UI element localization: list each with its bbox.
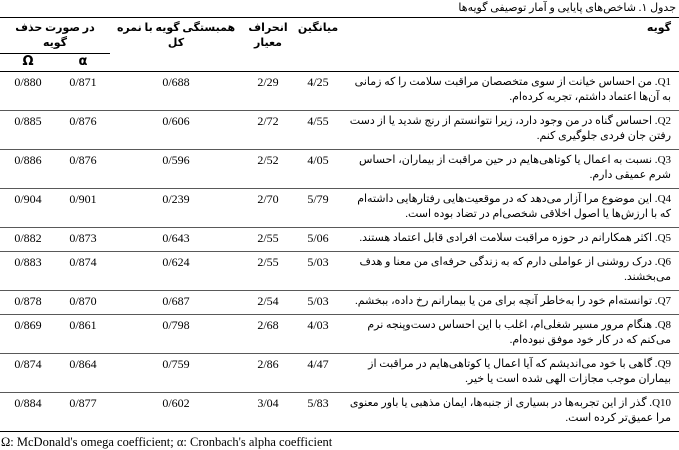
item-text: Q6. درک روشنی از عواملی دارم که به زندگی حرفه‌ای من معنا و هدف می‌بخشند. [359,256,672,283]
col-header-mean: میانگین [294,18,342,72]
omega-value: 0/878 [14,294,42,308]
alpha-value: 0/873 [69,231,97,245]
table-row-q3 [0,150,679,189]
col-header-if-item-deleted: در صورت حذف گویه [0,18,110,54]
mean-value: 4/05 [307,153,329,167]
mean-value: 5/06 [307,231,329,245]
alpha-value: 0/864 [69,357,97,371]
mean-value: 5/03 [307,255,329,269]
alpha-value: 0/861 [69,318,97,332]
reliability-statistics-table [0,17,679,432]
omega-value: 0/885 [14,114,42,128]
col-header-item-total-correlation: همبستگی گویه با نمره کل [110,18,242,72]
table-row-q7 [0,291,679,315]
mean-value: 5/79 [307,192,329,206]
mean-value: 4/03 [307,318,329,332]
omega-value: 0/883 [14,255,42,269]
table-row-q5 [0,228,679,252]
omega-value: 0/880 [14,75,42,89]
mean-value: 5/03 [307,294,329,308]
alpha-value: 0/876 [69,114,97,128]
table-footnote: Ω: McDonald's omega coefficient; α: Cronbach's alpha coefficient [1,435,333,449]
corr-value: 0/643 [162,231,190,245]
alpha-value: 0/871 [69,75,97,89]
table-row-q6 [0,252,679,291]
sd-value: 2/68 [257,318,279,332]
corr-value: 0/624 [162,255,190,269]
mean-value: 4/55 [307,114,329,128]
sd-value: 2/29 [257,75,279,89]
item-text: Q7. توانسته‌ام خود را به‌خاطر آنچه برای من یا بیمارانم رخ داده، ببخشم. [354,295,672,307]
sd-value: 2/72 [257,114,279,128]
col-header-omega: Ω [0,54,56,72]
alpha-value: 0/870 [69,294,97,308]
alpha-value: 0/877 [69,396,97,410]
corr-value: 0/798 [162,318,190,332]
item-text: Q1. من احساس خیانت از سوی متخصصان مراقبت سلامت را که زمانی به آن‌ها اعتماد داشتم، تجربه کرده‌ام. [354,76,672,103]
alpha-value: 0/901 [69,192,97,206]
item-text: Q10. گذر از این تجربه‌ها در بسیاری از جنبه‌ها، ایمان مذهبی یا باور معنوی مرا عمیق‌تر کرده است. [349,397,672,424]
col-header-alpha: α [56,54,110,72]
table-row-q8 [0,315,679,354]
omega-value: 0/874 [14,357,42,371]
omega-value: 0/869 [14,318,42,332]
sd-value: 2/54 [257,294,279,308]
item-text: Q4. این موضوع مرا آزار می‌دهد که در موقعیت‌هایی رفتارهایی داشته‌ام که با ارزش‌ها یا اصول اخلاقی شخصی‌ام در تضاد بوده است. [357,193,672,220]
corr-value: 0/759 [162,357,190,371]
mean-value: 5/83 [307,396,329,410]
corr-value: 0/602 [162,396,190,410]
table-body [0,72,679,432]
sd-value: 2/55 [257,231,279,245]
item-text: Q5. اکثر همکارانم در حوزه مراقبت سلامت افرادی قابل اعتماد هستند. [359,232,672,244]
omega-value: 0/882 [14,231,42,245]
corr-value: 0/688 [162,75,190,89]
alpha-value: 0/876 [69,153,97,167]
mean-value: 4/25 [307,75,329,89]
sd-value: 2/70 [257,192,279,206]
item-text: Q8. هنگام مرور مسیر شغلی‌ام، اغلب با این احساس دست‌وپنجه نرم می‌کنم که در کار خود موفق نبوده‌ام. [367,319,672,346]
table-row-q1 [0,72,679,111]
sd-value: 2/55 [257,255,279,269]
table-row-q4 [0,189,679,228]
sd-value: 2/86 [257,357,279,371]
alpha-value: 0/874 [69,255,97,269]
corr-value: 0/239 [162,192,190,206]
corr-value: 0/606 [162,114,190,128]
corr-value: 0/596 [162,153,190,167]
sd-value: 2/52 [257,153,279,167]
table-header [0,18,679,72]
col-header-sd: انحراف معیار [242,18,294,72]
corr-value: 0/687 [162,294,190,308]
omega-value: 0/886 [14,153,42,167]
table-title: جدول ۱. شاخص‌های پایایی و آمار توصیفی گویه‌ها [458,2,676,14]
item-text: Q3. نسبت به اعمال یا کوتاهی‌هایم در حین مراقبت از بیماران، احساس شرم عمیقی دارم. [359,154,672,181]
sd-value: 3/04 [257,396,279,410]
mean-value: 4/47 [307,357,329,371]
table-row-q2 [0,111,679,150]
omega-value: 0/904 [14,192,42,206]
omega-value: 0/884 [14,396,42,410]
table-row-q10 [0,393,679,432]
item-text: Q9. گاهی با خود می‌اندیشم که آیا اعمال یا کوتاهی‌هایم در مراقبت از بیماران موجب مجازات الهی شده است یا خیر. [368,358,672,385]
item-text: Q2. احساس گناه در من وجود دارد، زیرا نتوانستم از رنج شدید یا از دست رفتن جان فردی جلوگیری کنم. [349,115,672,142]
col-header-item: گویه [342,18,679,72]
table-row-q9 [0,354,679,393]
